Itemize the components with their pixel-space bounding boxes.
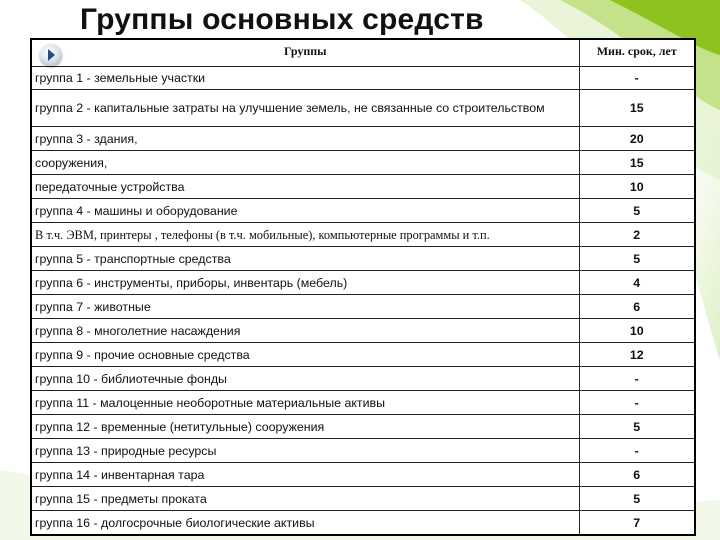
table-row (31, 127, 695, 151)
group-min-term: 6 (579, 463, 695, 487)
group-name: В т.ч. ЭВМ, принтеры , телефоны (в т.ч. мобильные), компьютерные программы и т.п. (31, 223, 579, 247)
table-row (31, 90, 695, 127)
group-min-term: 5 (579, 199, 695, 223)
table-row (31, 223, 695, 247)
group-name: группа 12 - временные (нетитульные) сооружения (31, 415, 579, 439)
group-name: группа 6 - инструменты, приборы, инвентарь (мебель) (31, 271, 579, 295)
group-name: группа 15 - предметы проката (31, 487, 579, 511)
table-row (31, 319, 695, 343)
group-name: группа 9 - прочие основные средства (31, 343, 579, 367)
group-min-term: 12 (579, 343, 695, 367)
group-name: группа 7 - животные (31, 295, 579, 319)
group-name: группа 8 - многолетние насаждения (31, 319, 579, 343)
group-min-term: 7 (579, 511, 695, 536)
table-row (31, 67, 695, 90)
group-min-term: 15 (579, 90, 695, 127)
group-name: группа 13 - природные ресурсы (31, 439, 579, 463)
group-min-term: 10 (579, 319, 695, 343)
group-min-term: - (579, 391, 695, 415)
group-name: передаточные устройства (31, 175, 579, 199)
group-name: группа 11 - малоценные необоротные материальные активы (31, 391, 579, 415)
group-name: группа 14 - инвентарная тара (31, 463, 579, 487)
group-min-term: 5 (579, 487, 695, 511)
group-name: группа 10 - библиотечные фонды (31, 367, 579, 391)
group-min-term: 2 (579, 223, 695, 247)
group-min-term: 6 (579, 295, 695, 319)
slide-title: Группы основных средств (80, 3, 484, 36)
group-min-term: 4 (579, 271, 695, 295)
table-row (31, 175, 695, 199)
table-row (31, 439, 695, 463)
table-row (31, 511, 695, 536)
arrow-right-icon (40, 44, 62, 66)
group-min-term: - (579, 67, 695, 90)
table-row (31, 271, 695, 295)
group-name: группа 16 - долгосрочные биологические активы (31, 511, 579, 536)
table-row (31, 295, 695, 319)
group-min-term: 5 (579, 247, 695, 271)
group-name: группа 5 - транспортные средства (31, 247, 579, 271)
group-min-term: 20 (579, 127, 695, 151)
table-row (31, 487, 695, 511)
group-name: группа 1 - земельные участки (31, 67, 579, 90)
group-name: группа 4 - машины и оборудование (31, 199, 579, 223)
group-min-term: - (579, 367, 695, 391)
group-min-term: 5 (579, 415, 695, 439)
table-row (31, 151, 695, 175)
table-row (31, 199, 695, 223)
group-name: группа 2 - капитальные затраты на улучшение земель, не связанные со строительством (31, 90, 579, 127)
fixed-assets-groups-table (30, 38, 696, 536)
group-min-term: 10 (579, 175, 695, 199)
table-header-row (31, 39, 695, 67)
table-row (31, 391, 695, 415)
table-row (31, 367, 695, 391)
group-name: группа 3 - здания, (31, 127, 579, 151)
table-row (31, 247, 695, 271)
group-name: сооружения, (31, 151, 579, 175)
table-row (31, 463, 695, 487)
header-min-term: Мин. срок, лет (579, 39, 695, 67)
header-groups: Группы (31, 39, 579, 67)
group-min-term: - (579, 439, 695, 463)
table-row (31, 343, 695, 367)
group-min-term: 15 (579, 151, 695, 175)
table-row (31, 415, 695, 439)
